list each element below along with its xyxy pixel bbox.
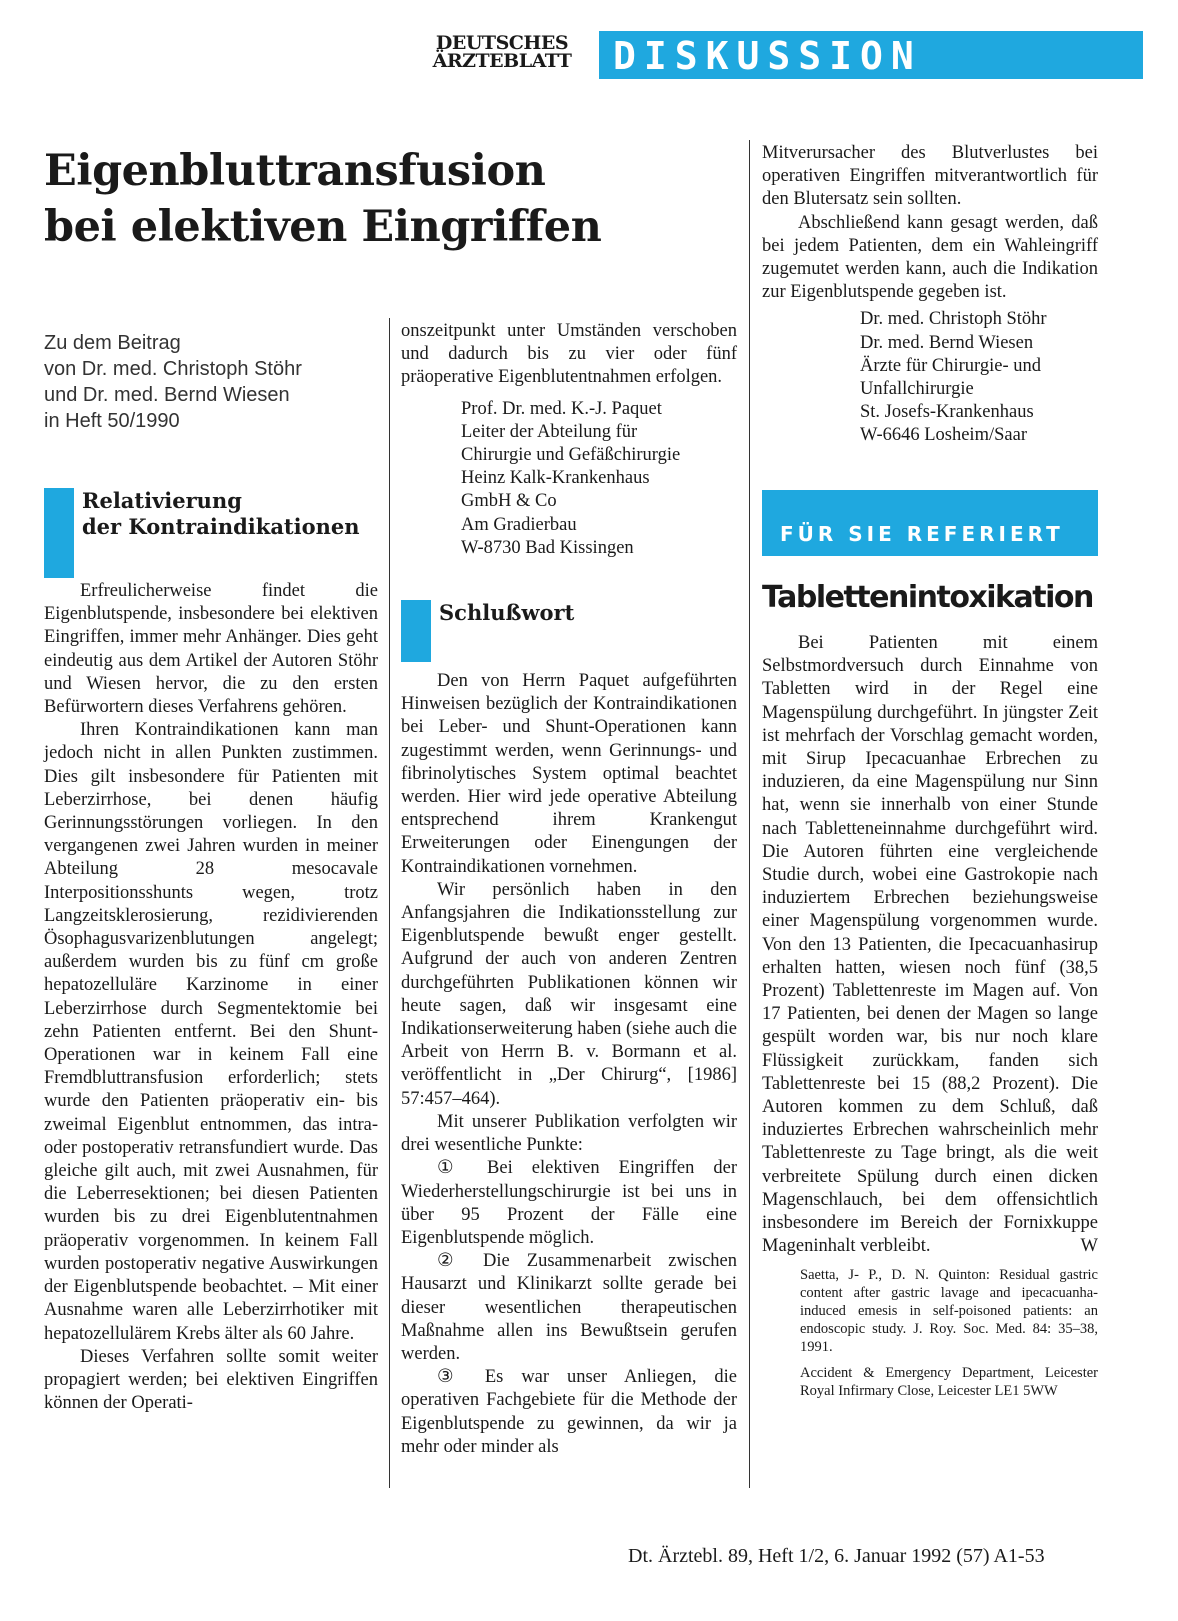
referiert-title: Tablettenintoxikation [762, 580, 1093, 615]
section-banner [599, 31, 1143, 79]
body-text: Bei Patienten mit einem Selbstmordversuch durch Einnahme von Tabletten wird in der Regel eine Magenspülung durchgeführt. In jüngster Zeit ist mehrfach der Vorschlag gemacht worden, mit Sirup Ipecacuanhae Erbrechen zu induzieren, da eine Magenspülung nur Sinn hat, wenn sie innerhalb von einer Stunde nach Tabletteneinnahme durchgeführt wird. Die Autoren führten eine vergleichende Studie durch, wobei eine Gastrokopie nach induziertem Erbrechen beziehungsweise einer Magenspülung vorgenommen wurde. Von den 13 Patienten, die Ipecacuanhasirup erhalten hatten, wiesen noch fünf (38,5 Prozent) Tablettenreste im Magen auf. Von 17 Patienten, bei denen der Magen so lange gespült worden war, bis nur noch klare Flüssigkeit zurückkam, fanden sich Tablettenreste bei 15 (88,2 Prozent). Die Autoren kommen zu dem Schluß, daß induziertes Erbrechen wahrscheinlich mehr Tablettenreste zu Tage bringt, als die weit verbreitete Spülung durch einen dicken Magenschlauch, bei dem offensichtlich insbesondere im Bereich der Fornixkuppe Mageninhalt verbleibt. [762, 633, 1098, 1257]
reply-signature [762, 308, 1098, 447]
heading-line1: Relativierung [82, 488, 242, 513]
paragraph: Ihren Kontraindikationen kann man jedoch nicht in allen Punkten zustimmen. Dies gilt insbesondere für Patienten mit Leberzirrhose, bei denen häufig Gerinnungsstörungen vorliegen. In den vergangenen zwei Jahren wurden in meiner Abteilung 28 mesocavale Interpositionsshunts wegen, trotz Langzeitsklerosierung, rezidivierenden Ösophagusvarizenblutungen angelegt; außerdem wurden bis zu fünf cm große hepatozelluläre Karzinome in einer Leberzirrhose durch Segmentektomie bei zehn Patienten entfernt. Bei den Shunt-Operationen war in keinem Fall eine Fremdbluttransfusion erforderlich; stets wurde den Patienten präoperativ ein- bis zweimal Eigenblut entnommen, das intra- oder postoperativ retransfundiert wurde. Das gleiche gilt auch, mit zwei Ausnahmen, für die Leberresektionen; bei diesen Patienten wurden bis zu drei Eigenblutentnahmen präoperativ vorgenommen. In keinem Fall wurden postoperativ negative Auswirkungen der Eigenblutspende beobachtet. – Mit einer Ausnahme waren alle Leberzirrhotiker mit hepatozellulärem Krebs älter als 60 Jahre. [44, 720, 378, 1344]
citation-block [762, 1266, 1098, 1400]
referiert-label: FÜR SIE REFERIERT [780, 522, 1064, 546]
paragraph: Mitverursacher des Blutverlustes bei operativen Eingriffen mitverantwortlich für den Blutersatz sein sollten. [762, 143, 1098, 210]
paragraph: onszeitpunkt unter Umständen verschoben und dadurch bis zu vier oder fünf präoperative Eigenblutentnahmen erfolgen. [401, 321, 737, 388]
column-rule [389, 318, 390, 1488]
intro-reference [44, 330, 384, 434]
affiliation: Accident & Emergency Department, Leicester Royal Infirmary Close, Leicester LE1 5WW [800, 1365, 1098, 1400]
paragraph: Abschließend kann gesagt werden, daß bei jedem Patienten, dem ein Wahleingriff zugemutet werden kann, auch die Indikation zur Eigenblutspende gegeben ist. [762, 212, 1098, 303]
paragraph: ① Bei elektiven Eingriffen der Wiederherstellungschirurgie ist bei uns in über 95 Prozent der Fälle eine Eigenblutspende möglich. [401, 1158, 737, 1248]
signature-line: Chirurgie und Gefäßchirurgie [461, 445, 681, 466]
paragraph: Wir persönlich haben in den Anfangsjahren die Indikationsstellung zur Eigenblutspende bewußt enger gestellt. Aufgrund der auch von anderen Zentren durchgeführten Publikationen können wir heute sagen, daß wir insgesamt eine Indikationserweiterung haben (siehe auch die Arbeit von Herrn B. v. Bormann et al. veröffentlicht in „Der Chirurg“, [1986] 57:457–464). [401, 879, 737, 1109]
title-line2: bei elektiven Eingriffen [44, 202, 602, 252]
page-footer: Dt. Ärztebl. 89, Heft 1/2, 6. Januar 1992 (57) A1-53 [628, 1545, 1045, 1567]
paragraph: Den von Herrn Paquet aufgeführten Hinweisen bezüglich der Kontraindikationen bei Leber- und Shunt-Operationen kann zugestimmt werden, wenn Gerinnungs- und fibrinolytisches System optimal beachtet werden. Hier wird jede operative Abteilung entsprechend ihrem Krankengut Erweiterungen oder Einengungen der Kontraindikationen vornehmen. [401, 671, 737, 877]
citation: Saetta, J- P., D. N. Quinton: Residual gastric content after gastric lavage and ipecacuanha-induced emesis in self-poisoned patients: an endoscopic study. J. Roy. Soc. Med. 84: 35–38, 1991. [800, 1267, 1098, 1356]
signature-line: Heinz Kalk-Krankenhaus [461, 468, 650, 489]
section-label: DISKUSSION [613, 34, 922, 78]
signature-line: Prof. Dr. med. K.-J. Paquet [461, 398, 662, 419]
intro-line: in Heft 50/1990 [44, 410, 180, 432]
signature-line: W-8730 Bad Kissingen [461, 537, 634, 558]
column-rule [749, 140, 750, 1488]
paragraph: Erfreulicherweise findet die Eigenblutspende, insbesondere bei elektiven Eingriffen, immer mehr Anhänger. Dies geht eindeutig aus dem Artikel der Autoren Stöhr und Wiesen hervor, die zu den ersten Befürwortern dieses Verfahrens gehören. [44, 581, 378, 718]
masthead [417, 34, 587, 70]
column-2 [401, 320, 737, 1459]
signature-line: St. Josefs-Krankenhaus [860, 402, 1034, 423]
signature-line: GmbH & Co [461, 491, 557, 512]
intro-line: und Dr. med. Bernd Wiesen [44, 384, 290, 406]
masthead-line2: ÄRZTEBLATT [432, 50, 572, 72]
paragraph: ③ Es war unser Anliegen, die operativen Fachgebiete für die Methode der Eigenblutspende zu gewinnen, da wir ja mehr oder minder als [401, 1367, 737, 1457]
reply-heading-text: Schlußwort [439, 600, 575, 626]
signature-line: Leiter der Abteilung für [461, 421, 638, 442]
signature-line: Unfallchirurgie [860, 379, 974, 400]
paragraph: Mit unserer Publikation verfolgten wir drei wesentliche Punkte: [401, 1111, 737, 1156]
signature-line: Dr. med. Christoph Stöhr [860, 309, 1047, 330]
signature-line: Ärzte für Chirurgie- und [860, 355, 1042, 376]
column-3-top [762, 142, 1098, 448]
paragraph: Dieses Verfahren sollte somit weiter propagiert werden; bei elektiven Eingriffen können der Operati- [44, 1346, 378, 1414]
column-3-bottom [762, 632, 1098, 1408]
signature-line: Am Gradierbau [461, 514, 577, 535]
intro-line: von Dr. med. Christoph Stöhr [44, 358, 302, 380]
title-line1: Eigenbluttransfusion [44, 146, 546, 196]
letter-heading [44, 488, 378, 568]
letter-signature [401, 398, 737, 560]
column-1 [44, 488, 378, 1415]
signature-line: Dr. med. Bernd Wiesen [860, 332, 1034, 353]
author-initial: W [1080, 1236, 1098, 1257]
intro-line: Zu dem Beitrag [44, 332, 181, 354]
reply-heading [401, 600, 737, 658]
referiert-body [762, 632, 1098, 1258]
accent-bar [401, 600, 431, 662]
paragraph: ② Die Zusammenarbeit zwischen Hausarzt und Klinikarzt sollte gerade bei dieser wesentlichen therapeutischen Maßnahme allen ins Bewußtsein gerufen werden. [401, 1251, 737, 1364]
masthead-line1: DEUTSCHES [435, 32, 569, 54]
article-title [44, 143, 724, 255]
heading-line2: der Kontraindikationen [82, 514, 360, 539]
signature-line: W-6646 Losheim/Saar [860, 425, 1027, 446]
accent-bar [44, 488, 74, 578]
referiert-banner [762, 490, 1098, 556]
